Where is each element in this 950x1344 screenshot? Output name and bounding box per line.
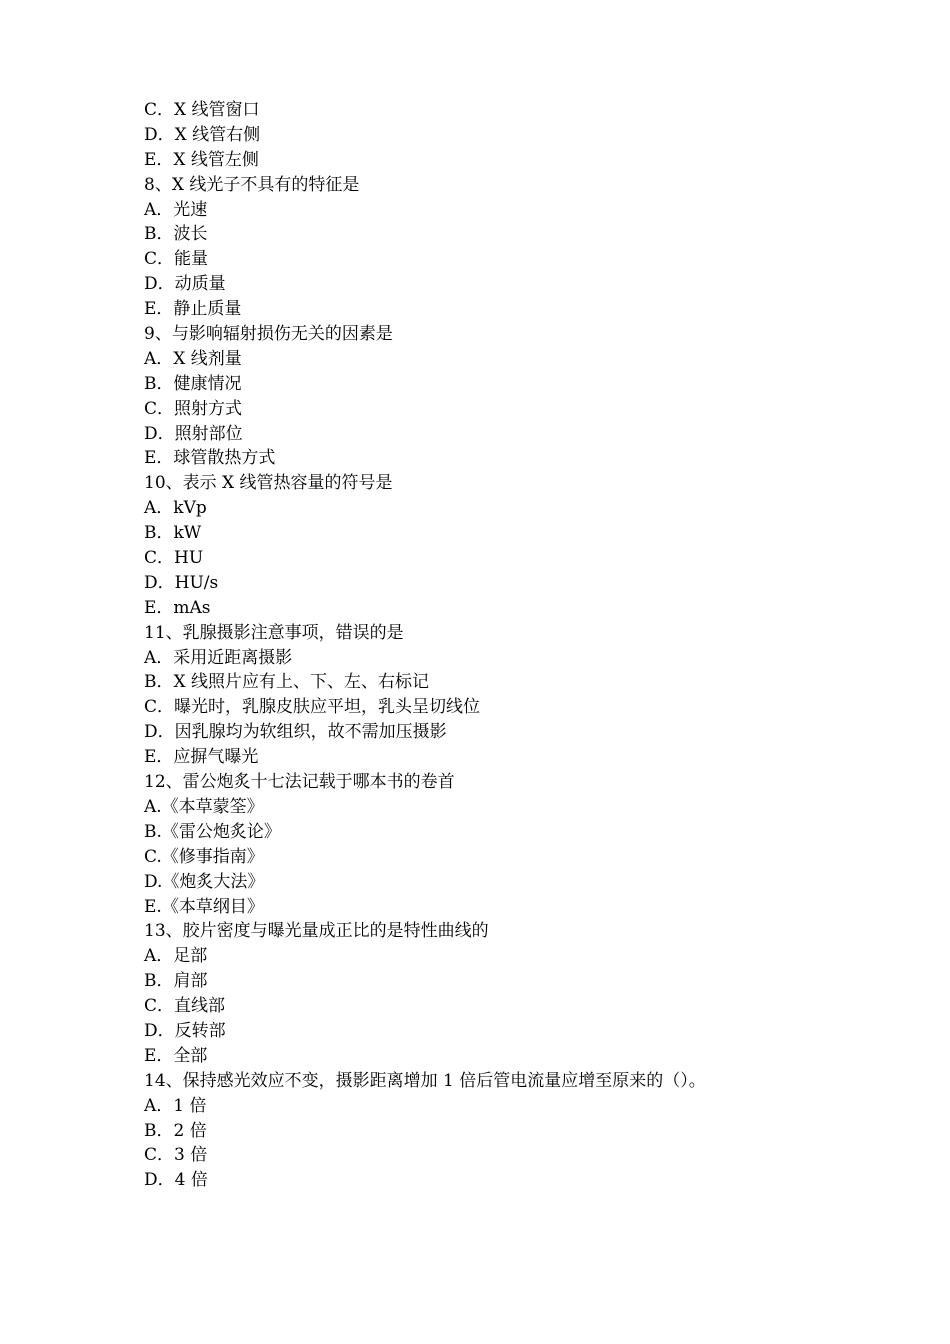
- text-line: E.《本草纲目》: [144, 896, 264, 917]
- text-line: D．X 线管右侧: [144, 124, 261, 145]
- text-line: A.《本草蒙筌》: [144, 796, 264, 817]
- text-line: B.《雷公炮炙论》: [144, 821, 281, 842]
- text-line: 8、X 线光子不具有的特征是: [144, 174, 360, 195]
- document-body: [144, 98, 844, 1193]
- text-line: D．动质量: [144, 274, 226, 295]
- text-line: E．mAs: [144, 597, 211, 618]
- text-line: 13、胶片密度与曝光量成正比的是特性曲线的: [144, 921, 489, 942]
- text-line: D．因乳腺均为软组织，故不需加压摄影: [144, 722, 447, 743]
- text-line: 10、表示 X 线管热容量的符号是: [144, 473, 393, 494]
- text-line: E．球管散热方式: [144, 448, 276, 469]
- text-line: E．X 线管左侧: [144, 149, 259, 170]
- text-line: D．反转部: [144, 1020, 226, 1041]
- text-line: A．采用近距离摄影: [144, 647, 293, 668]
- text-line: A．光速: [144, 199, 208, 220]
- text-line: A．X 线剂量: [144, 348, 242, 369]
- text-line: B．kW: [144, 523, 202, 544]
- text-line: A．kVp: [144, 498, 207, 519]
- text-line: 12、雷公炮炙十七法记载于哪本书的卷首: [144, 772, 455, 793]
- text-line: 9、与影响辐射损伤无关的因素是: [144, 324, 393, 345]
- text-line: C．能量: [144, 249, 209, 270]
- text-line: B．2 倍: [144, 1120, 207, 1141]
- text-line: C．直线部: [144, 996, 226, 1017]
- text-line: D．4 倍: [144, 1170, 208, 1191]
- text-line: A．1 倍: [144, 1095, 207, 1116]
- text-line: D.《炮炙大法》: [144, 871, 265, 892]
- text-line: B．肩部: [144, 971, 208, 992]
- text-line: B．波长: [144, 224, 208, 245]
- text-line: B．健康情况: [144, 373, 242, 394]
- text-line: 11、乳腺摄影注意事项，错误的是: [144, 622, 404, 643]
- text-line: C．照射方式: [144, 398, 243, 419]
- text-line: E．应摒气曝光: [144, 747, 259, 768]
- text-line: C．HU: [144, 548, 204, 569]
- text-line: D．照射部位: [144, 423, 243, 444]
- text-line: B．X 线照片应有上、下、左、右标记: [144, 672, 429, 693]
- text-line: D．HU/s: [144, 572, 219, 593]
- text-line: C．3 倍: [144, 1145, 208, 1166]
- text-line: E．全部: [144, 1045, 208, 1066]
- text-line: A．足部: [144, 946, 208, 967]
- text-line: 14、保持感光效应不变，摄影距离增加 1 倍后管电流量应增至原来的（）。: [144, 1070, 706, 1091]
- text-line: C．X 线管窗口: [144, 100, 260, 120]
- text-line: C.《修事指南》: [144, 846, 264, 867]
- text-line: E．静止质量: [144, 299, 242, 320]
- text-line: C．曝光时，乳腺皮肤应平坦，乳头呈切线位: [144, 697, 481, 718]
